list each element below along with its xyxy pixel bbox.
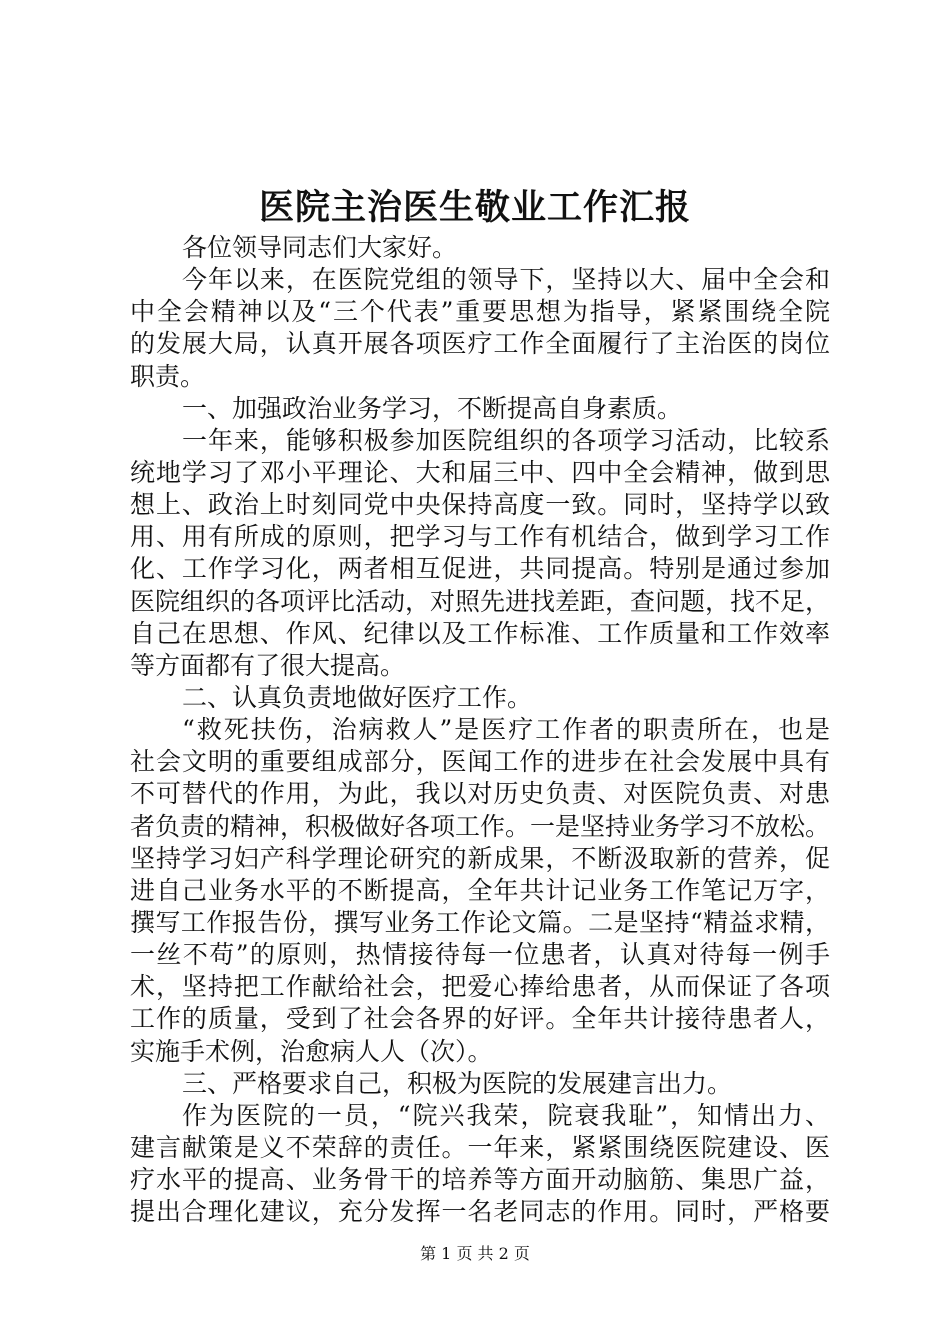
body-text-line: 一、加强政治业务学习，不断提高自身素质。 <box>182 393 683 423</box>
body-text-line: 用、用有所成的原则，把学习与工作有机结合，做到学习工作 <box>130 522 830 552</box>
body-text-line: 提出合理化建议，充分发挥一名老同志的作用。同时，严格要 <box>130 1197 830 1227</box>
body-text-line: 化、工作学习化，两者相互促进，共同提高。特别是通过参加 <box>130 554 830 584</box>
body-text-line: 一丝不苟”的原则，热情接待每一位患者，认真对待每一例手 <box>130 940 830 970</box>
body-text-line: 工作的质量，受到了社会各界的好评。全年共计接待患者人， <box>130 1004 830 1034</box>
document-body <box>130 232 830 1228</box>
body-text-line: 今年以来，在医院党组的领导下，坚持以大、届中全会和 <box>182 265 830 295</box>
body-text-line: 二、认真负责地做好医疗工作。 <box>182 682 533 712</box>
body-text-line: 医院组织的各项评比活动，对照先进找差距，查问题，找不足， <box>130 586 831 616</box>
body-text-line: 撰写工作报告份，撰写业务工作论文篇。二是坚持“精益求精， <box>130 907 830 937</box>
body-text-line: 中全会精神以及“三个代表”重要思想为指导，紧紧围绕全院 <box>130 297 830 327</box>
body-text-line: 想上、政治上时刻同党中央保持高度一致。同时，坚持学以致 <box>130 490 830 520</box>
body-text-line: 疗水平的提高、业务骨干的培养等方面开动脑筋、集思广益， <box>130 1165 830 1195</box>
body-text-line: 建言献策是义不荣辞的责任。一年来，紧紧围绕医院建设、医 <box>130 1132 830 1162</box>
body-text-line: 一年来，能够积极参加医院组织的各项学习活动，比较系 <box>182 425 830 455</box>
body-text-line: 三、严格要求自己，积极为医院的发展建言出力。 <box>182 1068 733 1098</box>
body-text-line: “救死扶伤，治病救人”是医疗工作者的职责所在，也是 <box>182 715 830 745</box>
page-footer: 第 1 页 共 2 页 <box>420 1244 530 1263</box>
body-text-line: 术，坚持把工作献给社会，把爱心捧给患者，从而保证了各项 <box>130 972 830 1002</box>
document-title: 医院主治医生敬业工作汇报 <box>258 187 691 228</box>
body-text-line: 等方面都有了很大提高。 <box>130 650 406 680</box>
body-text-line: 职责。 <box>130 361 206 391</box>
body-text-line: 作为医院的一员，“院兴我荣，院衰我耻”，知情出力、 <box>182 1100 830 1130</box>
body-text-line: 实施手术例，治愈病人人（次）。 <box>130 1036 493 1066</box>
body-text-line: 自己在思想、作风、纪律以及工作标准、工作质量和工作效率 <box>130 618 830 648</box>
body-text-line: 进自己业务水平的不断提高，全年共计记业务工作笔记万字， <box>130 875 830 905</box>
body-text-line: 统地学习了邓小平理论、大和届三中、四中全会精神，做到思 <box>130 457 830 487</box>
body-text-line: 坚持学习妇产科学理论研究的新成果，不断汲取新的营养，促 <box>130 843 830 873</box>
body-text-line: 不可替代的作用，为此，我以对历史负责、对医院负责、对患 <box>130 779 830 809</box>
body-text-line: 者负责的精神，积极做好各项工作。一是坚持业务学习不放松。 <box>130 811 831 841</box>
body-text-line: 的发展大局，认真开展各项医疗工作全面履行了主治医的岗位 <box>130 329 830 359</box>
body-text-line: 各位领导同志们大家好。 <box>182 233 458 262</box>
body-text-line: 社会文明的重要组成部分，医闻工作的进步在社会发展中具有 <box>130 747 830 777</box>
